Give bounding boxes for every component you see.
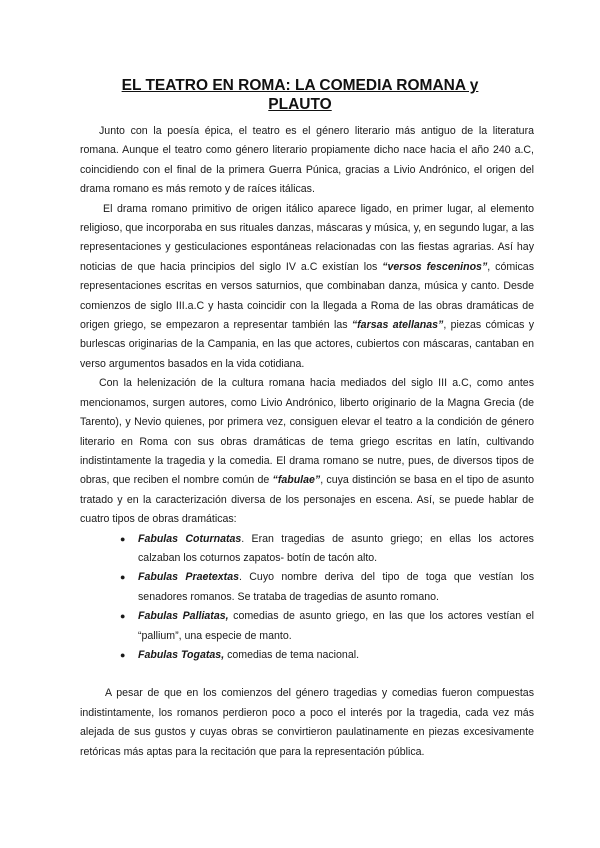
list-item-text: comedias de tema nacional. <box>224 648 360 661</box>
paragraph-intro: Junto con la poesía épica, el teatro es el género literario más antiguo de la literatura romana. Aunque el teatro como género literario propiamente dicho nace hacia el año 240 a.C, coincidiendo con el final de la primera Guerra Púnica, gracias a Livio Andrónico, el origen del drama romano es más remoto y de raíces itálicas. <box>80 125 534 196</box>
list-item-text: comedias de asunto griego, en las que los actores vestían el “pallium”, una especie de manto. <box>138 610 534 642</box>
list-item-term: Fabulas Palliatas, <box>138 610 229 623</box>
list-item-term: Fabulas Togatas, <box>138 648 225 661</box>
term-fabulae: “fabulae” <box>272 474 321 487</box>
bullet-icon: ● <box>120 649 126 660</box>
bullet-icon: ● <box>120 572 126 583</box>
list-item-text: . Eran tragedias de asunto griego; en ellas los actores calzaban los coturnos zapatos- botín de tacón alto. <box>138 532 534 564</box>
paragraph-origins-text-c: , piezas cómicas y burlescas originarias de la Campania, en las que actores, cubiertos con máscaras, cantaban en verso argumentos basados en la vida cotidiana. <box>80 319 535 370</box>
paragraph-hellenization-text-b: , cuya distinción se basa en el tipo de asunto tratado y en la caracterización diversa de los personajes en escena. Así, se puede hablar de cuatro tipos de obras dramáticas: <box>80 474 534 526</box>
bullet-icon: ● <box>120 533 126 544</box>
paragraph-hellenization-text-a: Con la helenización de la cultura romana hacia mediados del siglo III a.C, como antes mencionamos, surgen autores, como Livio Andrónico, liberto originario de la Magna Grecia (de Tarento), y Nevio quienes, por primera vez, consiguen elevar el teatro a la condición de género literario en Roma con sus obras dramáticas de tema griego escritas en latín, cultivando indistintamente la tragedia y la comedia. El drama romano se nutre, pues, de diversos tipos de obras, que reciben el nombre común de <box>80 377 534 487</box>
paragraph-origins-text-a: El drama romano primitivo de origen itálico aparece ligado, en primer lugar, al elemento religioso, que incorporaba en sus rituales danzas, máscaras y música, y, en segundo lugar, a las representaciones y gesticulaciones espontáneas relacionadas con las fiestas agrarias. Así hay noticias de que hacia principios del siglo IV a.C existían los <box>80 202 534 273</box>
term-versos-fesceninos: “versos fesceninos” <box>382 260 488 273</box>
document-title <box>80 76 520 114</box>
list-item-text: . Cuyo nombre deriva del tipo de toga que vestían los senadores romanos. Se trataba de tragedias de asunto romano. <box>138 571 534 603</box>
term-farsas-atellanas: “farsas atellanas” <box>351 319 444 332</box>
bullet-icon: ● <box>120 611 126 622</box>
paragraph-hellenization <box>80 374 534 529</box>
document-body <box>80 122 534 762</box>
list-item <box>80 646 534 665</box>
title-line-1: EL TEATRO EN ROMA: LA COMEDIA ROMANA y <box>121 77 479 94</box>
paragraph-decline-tragedy: A pesar de que en los comienzos del género tragedias y comedias fueron compuestas indistintamente, los romanos perdieron poco a poco el interés por la tragedia, cada vez más alejada de sus gustos y cuyas obras se convirtieron paulatinamente en piezas excesivamente retóricas más aptas para la recitación que para la representación pública. <box>80 687 534 758</box>
paragraph-origins-text-b: , cómicas representaciones escritas en versos saturnios, que combinaban danza, música y canto. Desde comienzos de siglo III.a.C y hasta coincidir con la llegada a Roma de las obras dramáticas de origen griego, se empezaron a representar también las <box>80 260 534 332</box>
list-item <box>80 568 534 607</box>
list-item-term: Fabulas Coturnatas <box>138 532 242 545</box>
list-item-term: Fabulas Praetextas <box>138 571 239 584</box>
list-item <box>80 607 534 646</box>
title-line-2: PLAUTO <box>268 96 332 113</box>
paragraph-origins <box>80 200 534 375</box>
list-item <box>80 530 534 569</box>
fabulae-types-list <box>80 530 534 666</box>
